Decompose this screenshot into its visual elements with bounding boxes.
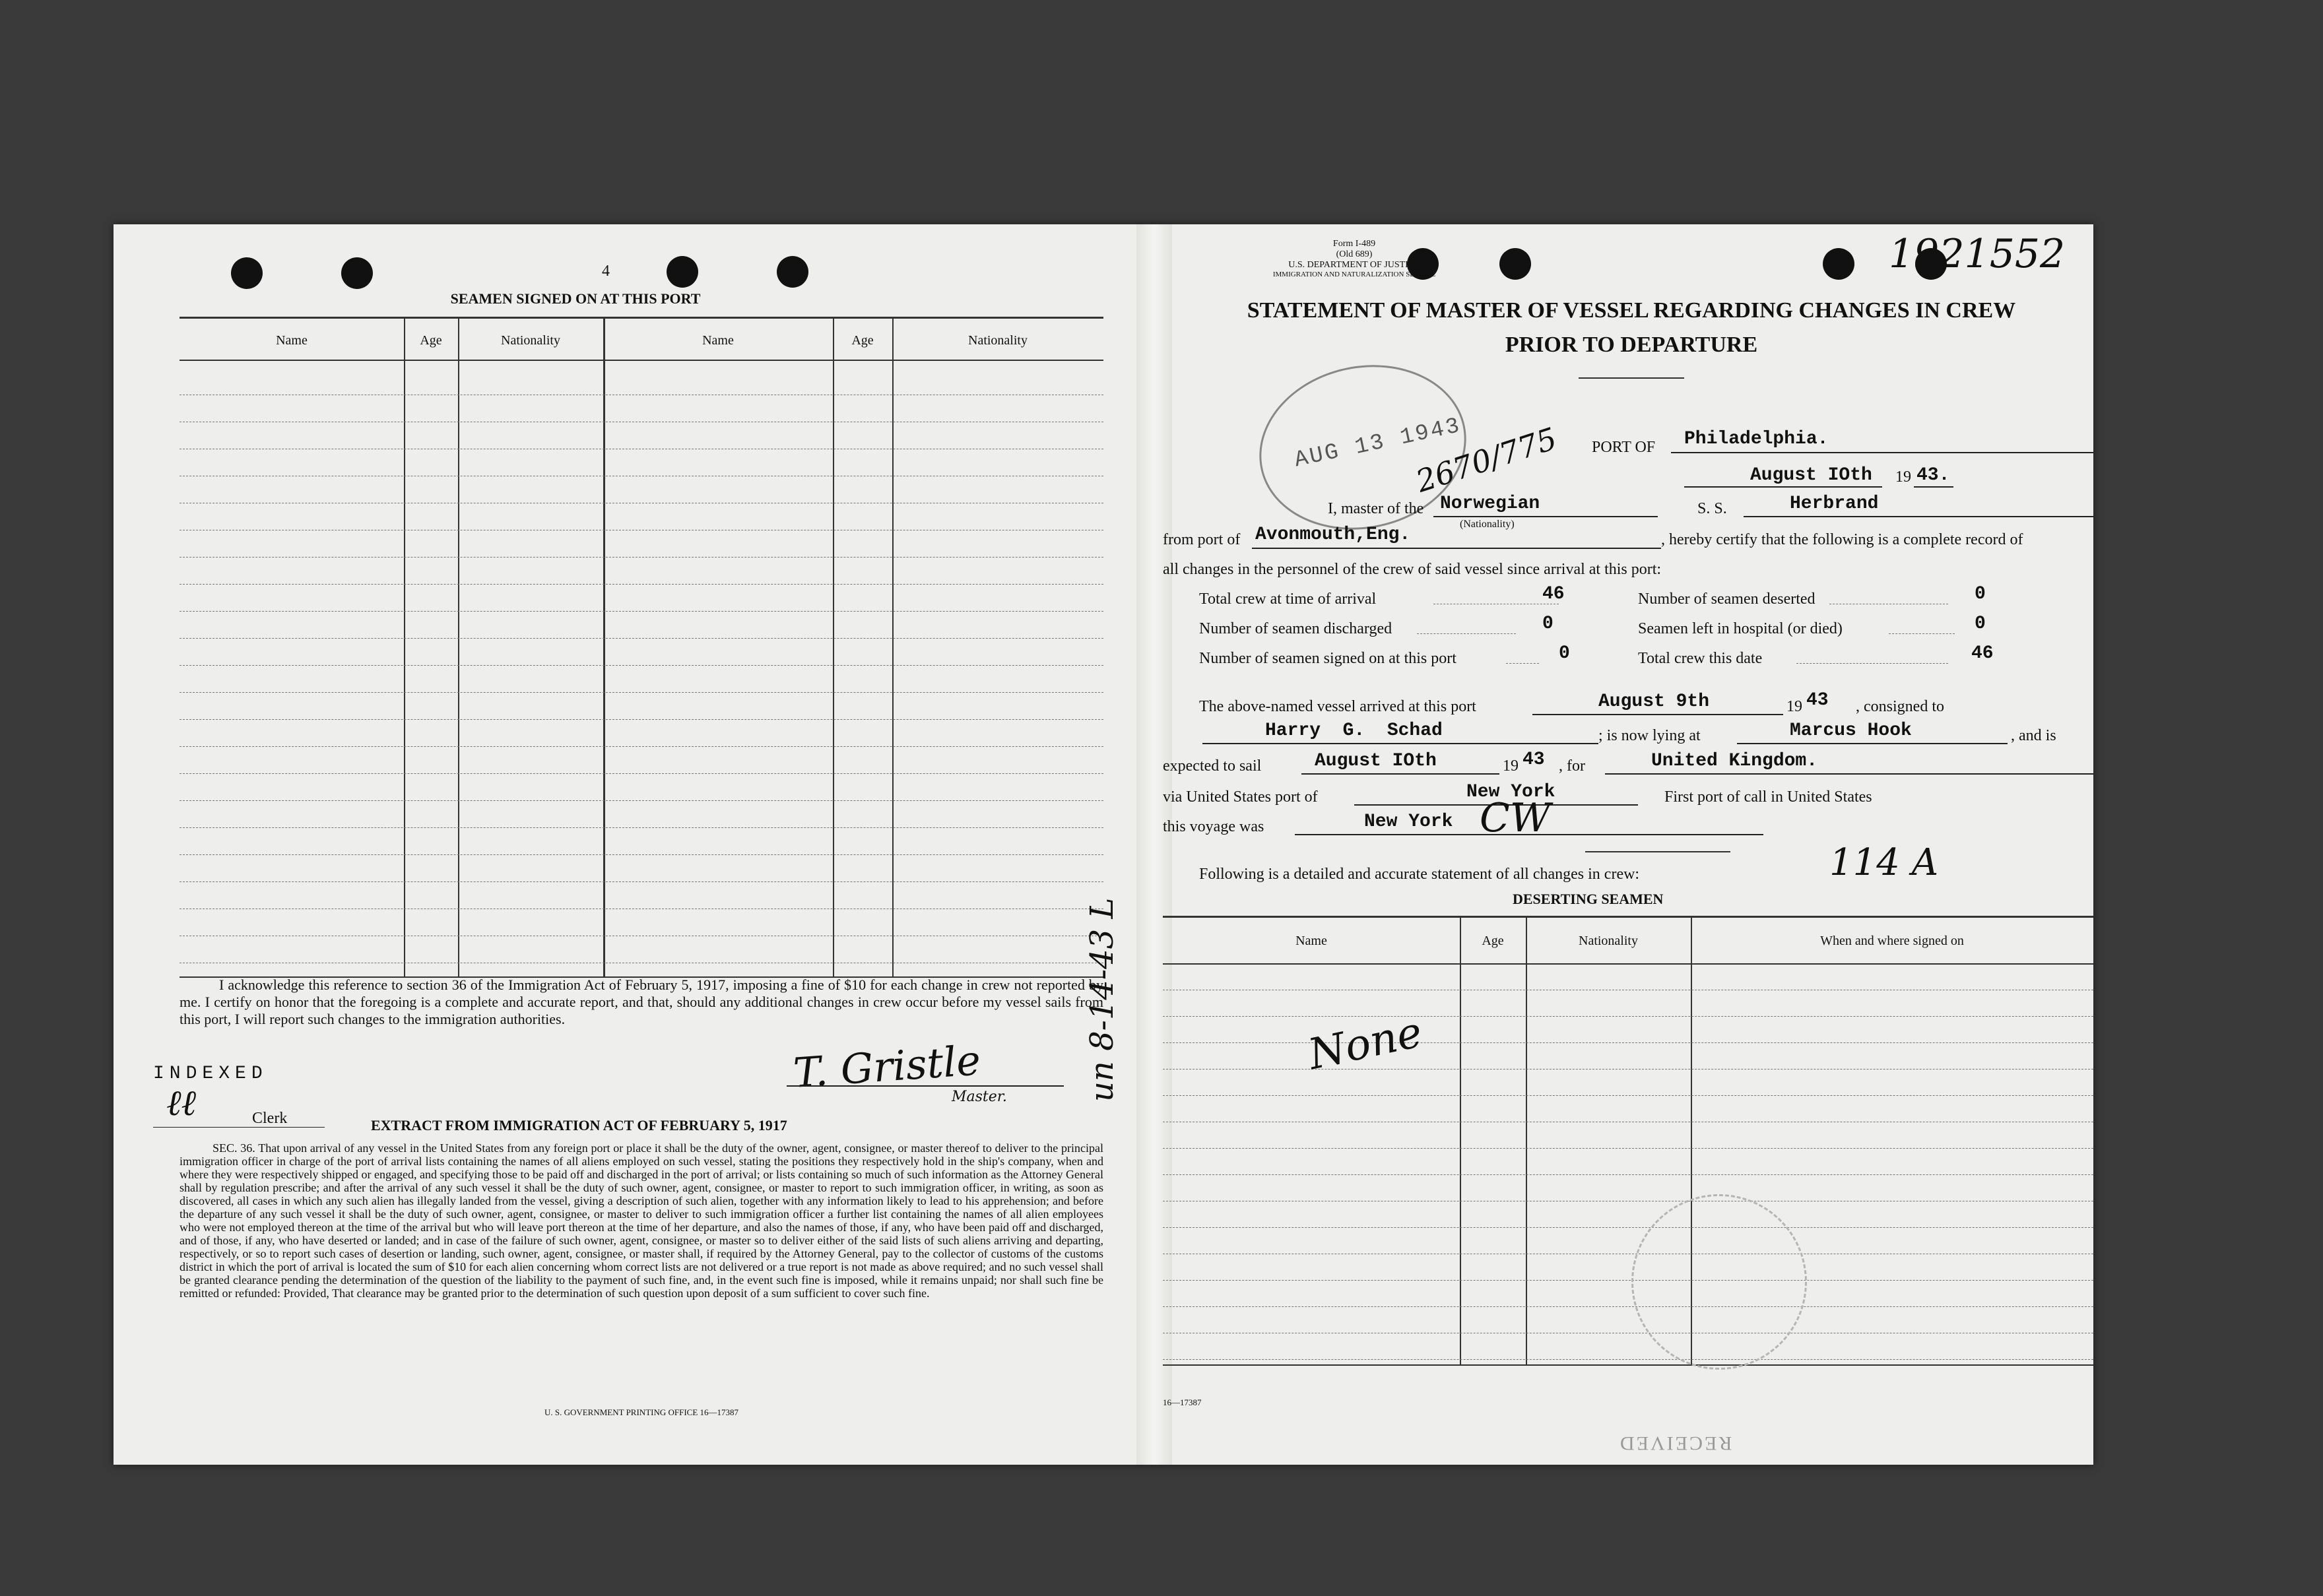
this-voyage-label: this voyage was <box>1163 818 1264 835</box>
table-row <box>1163 1306 2093 1307</box>
total-crew-date-label: Total crew this date <box>1638 650 1763 667</box>
table-row <box>180 827 1103 828</box>
arrived-year-prefix: 19 <box>1786 698 1802 715</box>
statement-title: STATEMENT OF MASTER OF VESSEL REGARDING CHANGES IN CREW <box>1247 298 2016 323</box>
margin-handwritten-note: un 8-14-43 L <box>1084 897 1121 1102</box>
date-year-prefix: 19 <box>1895 468 1911 486</box>
table-row <box>1163 1148 2093 1149</box>
following-text: Following is a detailed and accurate statement of all changes in crew: <box>1199 866 1640 883</box>
date-month-day: August IOth <box>1750 465 1872 486</box>
expected-label: expected to sail <box>1163 757 1262 775</box>
punch-hole <box>667 256 698 288</box>
none-note: None <box>1304 1007 1427 1080</box>
punch-hole <box>231 257 263 289</box>
signed-on-label: Number of seamen signed on at this port <box>1199 650 1456 667</box>
stamp-date: AUG 13 1943 <box>1292 413 1464 474</box>
table-row <box>1163 1227 2093 1228</box>
and-is-label: , and is <box>2011 727 2056 744</box>
punch-hole <box>777 256 808 288</box>
sail-date: August IOth <box>1315 751 1437 771</box>
certify-text: , hereby certify that the following is a complete record of <box>1661 531 2023 548</box>
form-old: (Old 689) <box>1336 249 1373 259</box>
table-row <box>180 746 1103 747</box>
document-sheet <box>114 224 2093 1465</box>
all-changes-text: all changes in the personnel of the crew of said vessel since arrival at this port: <box>1163 561 1662 578</box>
arrived-year: 43 <box>1806 690 1829 711</box>
table-row <box>1163 1016 2093 1017</box>
ss-label: S. S. <box>1697 500 1727 517</box>
col-signed-on: When and where signed on <box>1820 934 1964 948</box>
hospital-count: 0 <box>1975 614 1986 634</box>
date-year: 43. <box>1916 465 1950 486</box>
form-code: 16—17387 <box>1163 1397 1202 1407</box>
table-row <box>1163 1359 2093 1360</box>
extract-text: SEC. 36. That upon arrival of any vessel in the United States from any foreign port or place it shall be the duty of the owner, agent, consignee, or master thereof to deliver to the principal immigration officer in charge of the port of arrival lists containing the names of all aliens employed on such vessel, stating the positions they respectively hold in the ship's company, when and where they were respectively shipped or engaged, and specifying those to be paid off and discharged in the port of arrival; or lists containing so much of such information as the Attorney General shall by regulation prescribe; and after the arrival of any such vessel it shall be the duty of such owner, agent, consignee, or master to report to such immigration officer, in writing, as soon as discovered, all cases in which any such alien has illegally landed from the vessel, giving a description of such alien, together with any information likely to lead to his apprehension; and before the departure of any such vessel it shall be the duty of such owner, agent, consignee, or master to deliver to such immigration officer a further list containing the names of all alien employees who were not employed thereon at the time of the arrival but who will leave port thereon at the time of her departure, and also the names of those, if any, who have been paid off and discharged, and of those, if any, who have deserted or landed; and in case of the failure of such owner, agent, consignee, or master so to deliver either of the said lists of such aliens arriving and departing, respectively, or so to report such cases of desertion or landing, such owner, agent, consignee, or master shall, if required by the Attorney General, pay to the collector of customs of the customs district in which the port of arrival is located the sum of $10 for each alien concerning whom correct lists are not delivered or a true report is not made as above required; and no such vessel shall be granted clearance pending the determination of the question of the liability to the payment of such fine, and, in the event such fine is imposed, while it remains unpaid; nor shall such fine be remitted or refunded: Provided, That clearance may be granted prior to the determination of such question upon deposit of a sum sufficient to cover such fine. <box>180 1141 1103 1300</box>
handwritten-number: 2670/775 <box>1412 420 1561 499</box>
table-row <box>180 584 1103 585</box>
table-row <box>1163 1042 2093 1043</box>
clerk-initials: ℓℓ <box>166 1082 196 1124</box>
discharged-count: 0 <box>1542 614 1554 634</box>
extract-title: EXTRACT FROM IMMIGRATION ACT OF FEBRUARY 5, 1917 <box>371 1117 787 1133</box>
master-label: Master. <box>952 1089 1007 1105</box>
first-port-label: First port of call in United States <box>1664 788 1872 806</box>
table-row <box>180 611 1103 612</box>
nationality-value: Norwegian <box>1440 494 1540 514</box>
date-stamp <box>1244 346 1482 548</box>
center-fold <box>1136 224 1172 1465</box>
via-label: via United States port of <box>1163 788 1318 806</box>
table-row <box>180 665 1103 666</box>
table-row <box>180 800 1103 801</box>
col-nationality-2: Nationality <box>968 333 1028 348</box>
total-crew-date: 46 <box>1971 643 1994 664</box>
signed-on-count: 0 <box>1559 643 1570 664</box>
port-value: Philadelphia. <box>1684 429 1829 449</box>
punch-hole <box>1499 248 1531 280</box>
col-name: Name <box>1295 934 1327 948</box>
sail-year-prefix: 19 <box>1503 757 1519 775</box>
master-signature: T. Gristle <box>791 1036 983 1097</box>
table-row <box>180 638 1103 639</box>
table-row <box>1163 1174 2093 1175</box>
table-row <box>180 719 1103 720</box>
printing-office-note: U. S. GOVERNMENT PRINTING OFFICE 16—17387 <box>544 1407 739 1417</box>
form-number: Form I-489 <box>1332 239 1376 249</box>
port-label: PORT OF <box>1592 439 1656 456</box>
lying-label: ; is now lying at <box>1598 727 1701 744</box>
indexed-stamp: INDEXED <box>153 1064 268 1084</box>
department: U.S. DEPARTMENT OF JUSTICE <box>1288 260 1420 270</box>
master-of-label: I, master of the <box>1328 500 1424 517</box>
col-age: Age <box>1482 934 1504 948</box>
consigned-label: , consigned to <box>1856 698 1944 715</box>
received-stamp: RECEIVED <box>1618 1432 1732 1454</box>
table-row <box>180 773 1103 774</box>
from-port-value: Avonmouth,Eng. <box>1255 525 1411 545</box>
nationality-caption: (Nationality) <box>1460 519 1515 530</box>
deserted-count: 0 <box>1975 584 1986 604</box>
table-row <box>180 692 1103 693</box>
table-row <box>180 881 1103 882</box>
lying-at: Marcus Hook <box>1790 720 1912 741</box>
statement-subtitle: PRIOR TO DEPARTURE <box>1505 333 1758 357</box>
table-row <box>1163 1280 2093 1281</box>
deserted-label: Number of seamen deserted <box>1638 591 1816 608</box>
via-port: New York <box>1466 782 1555 802</box>
col-nationality: Nationality <box>1579 934 1638 948</box>
first-port: New York <box>1364 812 1453 832</box>
vessel-name: Herbrand <box>1790 494 1879 514</box>
acknowledgement-text: I acknowledge this reference to section 36 of the Immigration Act of February 5, 1917, imposing a fine of $10 for each change in crew not reported by me. I certify on honor that the foregoing is a complete and accurate report, and that, should any additional changes in crew occur before my vessel sails from this port, I will report such changes to the immigration authorities. <box>180 976 1103 1027</box>
seamen-signed-on-title: SEAMEN SIGNED ON AT THIS PORT <box>450 290 701 307</box>
total-crew-arrival: 46 <box>1542 584 1565 604</box>
arrived-date: August 9th <box>1598 691 1710 712</box>
service: IMMIGRATION AND NATURALIZATION SERVICE <box>1272 271 1436 278</box>
consignee: Harry G. Schad <box>1265 720 1443 741</box>
deserting-seamen-title: DESERTING SEAMEN <box>1513 891 1664 907</box>
for-label: , for <box>1559 757 1585 775</box>
punch-hole <box>1823 248 1854 280</box>
from-port-label: from port of <box>1163 531 1241 548</box>
col-nationality: Nationality <box>501 333 560 348</box>
sail-year: 43 <box>1522 750 1545 770</box>
table-row <box>1163 1095 2093 1096</box>
initials: CW <box>1480 795 1551 841</box>
table-row <box>180 557 1103 558</box>
arrived-label: The above-named vessel arrived at this port <box>1199 698 1476 715</box>
col-name: Name <box>276 333 308 348</box>
clerk-label: Clerk <box>252 1110 288 1127</box>
page-number: 4 <box>602 263 610 280</box>
handwritten-code: 114 A <box>1829 841 1939 884</box>
punch-hole <box>341 257 373 289</box>
destination: United Kingdom. <box>1651 751 1818 771</box>
table-row <box>180 854 1103 855</box>
faded-circular-stamp <box>1631 1194 1807 1370</box>
discharged-label: Number of seamen discharged <box>1199 620 1392 637</box>
col-name-2: Name <box>702 333 734 348</box>
hospital-label: Seamen left in hospital (or died) <box>1638 620 1843 637</box>
file-number: 1921552 <box>1889 231 2066 277</box>
col-age: Age <box>420 333 442 348</box>
col-age-2: Age <box>851 333 874 348</box>
total-crew-arrival-label: Total crew at time of arrival <box>1199 591 1377 608</box>
